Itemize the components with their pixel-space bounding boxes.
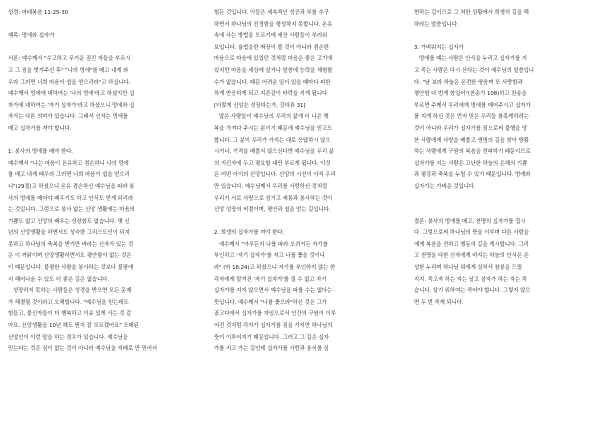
text-line: 예수께서 멍에에 대하여는 '나의 멍에'라고 하셨지만 십	[8, 91, 135, 98]
text-line: 신앙인이 이런 말을 하는 경우가 있습니다. 예수님을	[8, 334, 128, 341]
text-line: 합니다. 그 분이 우리가 가지는 대로 응답하시 않으	[214, 137, 331, 144]
text-line: 가를 지고 가는 길인데 십자가를 사랑과 용서를 실	[214, 346, 329, 353]
text-line: 것이 아니라 우리가 십자가를 짐으로써 불행을 당	[414, 125, 528, 132]
text-line: 힘든 것입니다. 이들은 세속적인 성공과 부를 추구	[214, 10, 329, 16]
text-line: 고 그 짐을 벗겨주신 후" "나의 멍에"를 메고 내게 와	[8, 67, 129, 74]
text-line: 하게 반응하게 되고 지존감이 타락을 지게 됩니다.	[214, 91, 329, 98]
text-line: 못하고 하나님의 축복을 받기만 바라는 신자가 있는 것	[8, 241, 134, 248]
text-line: 고 천명을 다한 신자에게 마지는 하늘의 안식은 온	[414, 253, 529, 260]
paragraph-gap	[8, 20, 190, 32]
paragraph-gap	[414, 31, 596, 43]
text-line: 믿는다는 것은 짐이 없는 것이 아니라 예수님을 지배로 만 믿어서	[8, 346, 158, 353]
text-line: 결론: 봉사의 멍에를 메고, 천명의 십자가를 집시	[414, 218, 526, 225]
text-line: 현하는 길이므로 그 처한 상황에서 희생의 길을 택	[414, 10, 529, 16]
text-line: 우리가 서로 사랑으로 섬기고 세통과 봉사하는 것이	[214, 195, 333, 202]
text-line: 성경: 마태복음 11:25-30	[8, 10, 68, 16]
paragraph-gap	[414, 194, 596, 206]
text-line: 성장하지 못하는 사람들은 성경을 받으면 모든 문제	[13, 288, 132, 295]
text-line: 평안함 다 번게 함입어"(찬송가 108)하고 찬송을	[414, 91, 527, 98]
text-line: 우라 그러면 너희 마음이 쉼을 얻으리라"고 하십니다.	[8, 79, 131, 86]
text-line: 지지. 죽고자 하는 자는 살고 살자가 하는 자는 죽	[414, 276, 527, 283]
text-line: 뜻입니다. 예수께서 "나를 좇으라"하신 것은 그가	[214, 299, 327, 306]
text-line: 예수께서 "나는 마음이 온유하고 겸손하니 나의 멍에	[8, 160, 129, 167]
text-line: 제목: 멍에와 십자가	[8, 33, 55, 40]
text-line: 있지만 마음을 세상에 살거나 말씀에 능력을 체험할	[214, 67, 333, 74]
paragraph-gap	[8, 43, 190, 55]
text-line: 십자가를 지는 사람은 고난한 하늘의 은혜의 기쁨	[414, 160, 528, 167]
text-line: 라" (마 16:24)고 하셨으니 자기를 부인하지 않는 한	[214, 265, 336, 272]
text-line: 각자에게 맡겨진 '자기 십자가'를 질 수 없고 자기	[214, 276, 327, 283]
text-line: 힘들고, 불신자들이 더 행복하고 이유 있게 사는 것 같	[8, 311, 132, 318]
text-line: 예수께서 "아무든지 나를 따라 오려거든 자기를	[219, 241, 328, 248]
text-line: 만 있습니다. 예수님께서 우리를 사랑하신 것처럼	[214, 183, 328, 190]
text-line: [더렇게 신앙은 성장하는가, 강하류 31]	[214, 102, 306, 109]
text-line: 기쁨도 없고 신앙의 배우는 성장함도 없습니다. 몇 신	[8, 218, 130, 225]
text-line: 십자가는 가벼운 것입니다.	[414, 183, 476, 190]
text-line: 하라는 말씀입니다.	[414, 21, 459, 28]
text-line: 2. 희생의 십자가를 져야 한다.	[214, 230, 285, 237]
text-line: 서 헤어나올 수 있도 더 좋은 길은 없습니다.	[8, 276, 109, 283]
text-line: 골고다에서 십자가를 자임으로서 인간의 구원이 이루	[214, 311, 336, 318]
text-line: 서론: 예수께서 "수고하고 무거운 짐진 자들을 부르시	[8, 56, 131, 63]
text-line: 은 어떤 아이의 신앙입니다. 신앙의 시선이 아직 우리	[214, 172, 336, 179]
text-column-left	[8, 8, 190, 356]
text-line: 를 지게 하신 것은 먼저 믿은 우리들 참혹케하려는	[414, 114, 529, 121]
text-line: 하면서 하나님의 진정함을 형성하지 못합니다. 온유	[214, 21, 333, 28]
text-column-middle	[214, 8, 396, 356]
text-line: 자가에 대하여는 '자기 십자가'라고 하셨으니 멍에와 십	[8, 102, 135, 109]
text-line: 가 해결될 것이라고 오해합니다. "예수님을 믿는데도	[8, 299, 129, 306]
text-line: 는 것입니다. 그럼으로 봉사 없는 신앙 생활에는 마음의	[8, 207, 135, 214]
text-line: 습니다. 살기 위하여는 죽어야 합니다. 그렇지 않으	[414, 288, 531, 295]
text-line: 하는 사람에게 구원의 복음을 전파하기 때문이므로	[414, 149, 531, 156]
text-line: 마음으로 마음에 있었던 것처럼 마음은 좋은 고기에	[214, 56, 333, 63]
text-line: 어진 것처럼 각자가 십자가를 짐을 가지만 하나님의	[214, 323, 333, 330]
text-line: 수가 없습니다. 때문 어려운 일이 있을 때마다 피한	[214, 79, 331, 86]
text-line: 시거나, 기적을 베풀지 않으신다면 예수님을 우리 삶	[214, 149, 334, 156]
text-line: 3. 가벼워지는 십자가	[414, 44, 464, 51]
text-line: 면 두 번 죽게 되니다.	[414, 299, 464, 306]
text-line: 다. "날 보라 하늘은 온전한 땅음며 또 사랑함과	[414, 79, 523, 86]
text-line: 아요. 신앙생활을 10년 해도 뭔지 잘 모르겠어요" 오래된	[8, 323, 139, 330]
text-line: 성한 누리며 하나님 위에게 상처서 참봉을 드릴	[414, 265, 522, 272]
paragraph-gap	[8, 136, 190, 148]
text-line: 많은 사람들이 예수님의 우리의 삶에 더 나은 행	[219, 114, 329, 121]
text-line: 부인하고 '자기 십자가'를 지고 나를 좇을 것이니	[214, 253, 325, 260]
text-line: 1. 봉사의 멍에를 메야 한다.	[8, 149, 73, 156]
text-line: 를 메고 내게 배우라 그러면 너희 마음이 쉼을 얻으리	[8, 172, 130, 179]
paragraph-gap	[414, 205, 596, 217]
text-line: 고 죽는 사람은 다시 산다는 것이 예수님의 말씀입니	[414, 67, 534, 74]
text-column-right	[414, 8, 596, 309]
text-line: 니"(29절)고 하셨으니 온유 겸손하신 예수님을 따라 봉	[8, 183, 135, 190]
text-line: 사의 멍에를 메어야 배우기도 하고 안식도 얻게 되리라	[8, 195, 134, 202]
paragraph-gap	[214, 217, 396, 229]
text-line: 년의 신앙생활을 하면서도 성숙한 그리스도인이 되지	[8, 230, 130, 237]
text-line: 에게 복음을 전하고 행동의 길을 게시합니다. 그리	[414, 241, 529, 248]
text-line: 은 이 까닭이며 신앙생활하면서도 평안함이 없는 것은	[8, 253, 132, 260]
text-line: 다. 그렇으로써 하나님의 뜻을 이루며 다른 사람을	[414, 230, 529, 237]
text-line: 의 지킨자에 두고 평요할 대만 부르게 됩니다. 이것	[214, 160, 331, 167]
text-line: 복을 가져다 주시는 분이기 때문에 예수님을 믿고도	[214, 125, 333, 132]
text-line: 부르면 주께서 우리에게 멍에를 메어주시고 십자가	[414, 102, 531, 109]
text-line: 멍에를 메는 사람은 안식을 누리고 십자가를 지	[419, 56, 527, 63]
text-line: 메고 십자가를 져야 합니다.	[8, 125, 72, 132]
text-line: 한 사람에게 사랑을 베풀고 생명의 길을 찾아 방황	[414, 137, 529, 144]
text-line: 십자가를 지지 않으면서 예수님을 따를 수는 없다는	[214, 288, 333, 295]
text-line: 과 평강과 축복을 누릴 수 있기 때문입니다. 멍에와	[414, 172, 531, 179]
text-line: 속에 사는 방법을 모르기에 세상 사람들이 부러워	[214, 33, 328, 40]
text-line: 보입니다. 율법을한 짜장이 볼 것이 아니라 겸손한	[214, 44, 329, 51]
text-line: 신앙 성장의 비결이며, 평안과 쉼을 얻는 길입니다.	[214, 207, 331, 214]
text-line: 뜻이 이루어지기 때문입니다. 그러고 그 길은 십자	[214, 334, 329, 341]
text-line: 이 때문입니다. 불평한 사람을 봉사하는 것보다 불평에	[8, 265, 134, 272]
text-line: 자가는 다른 의미가 있습니다. 그래서 신자는 멍에를	[8, 114, 128, 121]
